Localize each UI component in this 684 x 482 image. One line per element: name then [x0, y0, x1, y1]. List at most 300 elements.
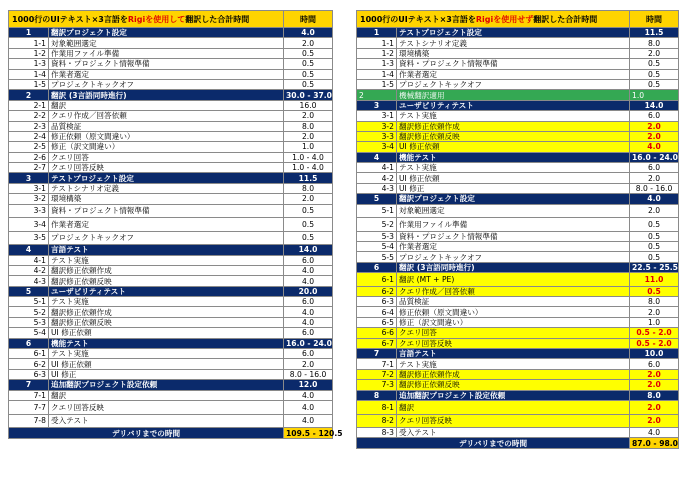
row-id: 1-4	[9, 69, 49, 79]
task-row	[9, 369, 333, 379]
row-label: 翻訳修正依頼反映	[49, 317, 284, 327]
row-id: 1-3	[9, 59, 49, 69]
task-row	[9, 390, 333, 400]
total-label: デリバリまでの時間	[357, 438, 630, 449]
task-row	[357, 142, 679, 152]
task-row	[357, 297, 679, 307]
row-time: 4.0	[630, 194, 679, 204]
row-id: 5-3	[357, 231, 397, 241]
row-id: 3-4	[357, 142, 397, 152]
row-time: 30.0 - 37.0	[284, 90, 333, 100]
section-row	[9, 90, 333, 100]
row-time: 11.5	[284, 173, 333, 183]
row-label: クエリ回答反映	[49, 163, 284, 173]
task-row	[9, 194, 333, 204]
row-time: 0.5	[630, 59, 679, 69]
row-id: 5-2	[9, 307, 49, 317]
row-id: 4-3	[9, 276, 49, 286]
row-id: 5-4	[9, 328, 49, 338]
row-id: 3-5	[9, 231, 49, 245]
total-label: デリバリまでの時間	[9, 428, 284, 439]
task-row	[357, 231, 679, 241]
row-label: テストプロジェクト設定	[397, 28, 630, 38]
row-label: 資料・プロジェクト情報準備	[397, 59, 630, 69]
row-label: 修正（訳文間違い）	[49, 142, 284, 152]
row-label: 翻訳修正依頼反映	[49, 276, 284, 286]
total-row	[357, 438, 679, 449]
row-id: 5-1	[9, 297, 49, 307]
row-id: 1-1	[357, 38, 397, 48]
row-label: クエリ作成／回答依頼	[49, 111, 284, 121]
row-time: 4.0	[284, 317, 333, 327]
task-row	[9, 69, 333, 79]
row-time: 1.0 - 4.0	[284, 163, 333, 173]
task-row	[357, 218, 679, 232]
row-id: 5-3	[9, 317, 49, 327]
row-time: 0.5	[284, 48, 333, 58]
row-label: クエリ回答	[397, 328, 630, 338]
row-label: 言語テスト	[49, 245, 284, 255]
row-id: 4	[357, 152, 397, 162]
row-id: 7-8	[9, 414, 49, 428]
row-time: 6.0	[630, 111, 679, 121]
row-time: 2.0	[284, 131, 333, 141]
row-id: 1-5	[357, 79, 397, 89]
left-title-part-2: 翻訳した合計時間	[185, 14, 250, 24]
row-label: テストシナリオ定義	[397, 38, 630, 48]
row-label: 環境構築	[397, 48, 630, 58]
row-id: 6-2	[357, 286, 397, 296]
left-table-title	[9, 11, 284, 28]
right-title-part-1: Rigiを使用せず	[475, 14, 534, 24]
row-time: 4.0	[284, 390, 333, 400]
row-label: UI 修正依頼	[49, 328, 284, 338]
row-label: 品質検証	[397, 297, 630, 307]
row-id: 7	[357, 349, 397, 359]
row-time: 2.0	[284, 194, 333, 204]
row-time: 0.5	[630, 79, 679, 89]
row-id: 6	[357, 262, 397, 272]
row-label: クエリ回答反映	[397, 338, 630, 348]
row-id: 6-3	[9, 369, 49, 379]
row-label: 資料・プロジェクト情報準備	[49, 59, 284, 69]
task-row	[357, 173, 679, 183]
task-row	[9, 131, 333, 141]
row-label: 作業者選定	[49, 218, 284, 232]
row-label: テスト実施	[397, 359, 630, 369]
row-id: 8-3	[357, 428, 397, 438]
row-id: 1-2	[357, 48, 397, 58]
task-row	[357, 204, 679, 218]
row-time: 2.0	[630, 204, 679, 218]
row-label: テスト実施	[397, 163, 630, 173]
task-row	[9, 231, 333, 245]
row-id: 4-3	[357, 183, 397, 193]
row-time: 0.5 - 2.0	[630, 328, 679, 338]
row-time: 4.0	[284, 276, 333, 286]
row-time: 4.0	[284, 401, 333, 415]
task-row	[357, 79, 679, 89]
row-label: 環境構築	[49, 194, 284, 204]
task-row	[9, 183, 333, 193]
row-id: 5-2	[357, 218, 397, 232]
row-id: 4-2	[9, 265, 49, 275]
row-time: 8.0	[630, 38, 679, 48]
row-label: 翻訳	[49, 390, 284, 400]
task-row	[9, 204, 333, 218]
row-label: テスト実施	[49, 255, 284, 265]
row-id: 7	[9, 380, 49, 390]
row-label: 対象範囲選定	[397, 204, 630, 218]
row-label: クエリ回答反映	[397, 414, 630, 428]
right-time-header: 時間	[630, 11, 679, 28]
row-id: 5-5	[357, 252, 397, 262]
row-time: 2.0	[630, 48, 679, 58]
section-row	[357, 152, 679, 162]
row-label: 翻訳 (MT + PE)	[397, 273, 630, 287]
row-id: 6-6	[357, 328, 397, 338]
task-row	[357, 369, 679, 379]
task-row	[9, 111, 333, 121]
row-time: 6.0	[630, 359, 679, 369]
task-row	[357, 38, 679, 48]
row-id: 3-2	[357, 121, 397, 131]
row-label: 翻訳修正依頼作成	[49, 265, 284, 275]
task-row	[357, 428, 679, 438]
row-label: 翻訳プロジェクト設定	[49, 28, 284, 38]
row-label: 資料・プロジェクト情報準備	[397, 231, 630, 241]
row-id: 1	[9, 28, 49, 38]
row-label: テスト実施	[397, 111, 630, 121]
row-time: 4.0	[284, 414, 333, 428]
row-id: 4	[9, 245, 49, 255]
row-id: 4-1	[357, 163, 397, 173]
row-time: 2.0	[284, 111, 333, 121]
left-title-part-0: 1000行のUIテキスト×3言語を	[12, 14, 128, 24]
row-time: 2.0	[284, 38, 333, 48]
row-time: 0.5	[630, 286, 679, 296]
row-label: テストプロジェクト設定	[49, 173, 284, 183]
task-row	[9, 121, 333, 131]
task-row	[9, 163, 333, 173]
row-id: 8-1	[357, 401, 397, 415]
row-time: 6.0	[284, 349, 333, 359]
row-label: 資料・プロジェクト情報準備	[49, 204, 284, 218]
row-label: 機能テスト	[49, 338, 284, 348]
task-row	[357, 338, 679, 348]
row-id: 6-1	[357, 273, 397, 287]
row-id: 2-4	[9, 131, 49, 141]
row-id: 2	[357, 90, 397, 100]
task-row	[357, 401, 679, 415]
row-time: 6.0	[630, 163, 679, 173]
row-time: 22.5 - 25.5	[630, 262, 679, 272]
row-label: 受入テスト	[49, 414, 284, 428]
task-row	[357, 380, 679, 390]
row-time: 8.0 - 16.0	[284, 369, 333, 379]
row-id: 6-5	[357, 317, 397, 327]
row-time: 6.0	[284, 328, 333, 338]
right-title-part-0: 1000行のUIテキスト×3言語を	[360, 14, 476, 24]
row-id: 2-1	[9, 100, 49, 110]
row-id: 8-2	[357, 414, 397, 428]
task-row	[9, 255, 333, 265]
row-label: UI 修正	[397, 183, 630, 193]
section-row	[357, 194, 679, 204]
row-id: 3-4	[9, 218, 49, 232]
row-id: 5	[9, 286, 49, 296]
row-time: 0.5	[630, 252, 679, 262]
task-row	[9, 48, 333, 58]
row-label: 翻訳修正依頼作成	[49, 307, 284, 317]
row-time: 16.0	[284, 100, 333, 110]
task-row	[357, 69, 679, 79]
row-id: 5-1	[357, 204, 397, 218]
row-id: 2-5	[9, 142, 49, 152]
row-id: 2-3	[9, 121, 49, 131]
row-id: 1-3	[357, 59, 397, 69]
row-time: 8.0	[284, 183, 333, 193]
row-label: 機能テスト	[397, 152, 630, 162]
task-row	[9, 59, 333, 69]
row-label: 作業者選定	[397, 242, 630, 252]
row-id: 7-1	[9, 390, 49, 400]
row-label: クエリ回答反映	[49, 401, 284, 415]
left-table-body	[9, 11, 343, 439]
row-id: 3	[357, 100, 397, 110]
row-label: UI 修正	[49, 369, 284, 379]
total-time: 87.0 - 98.0	[630, 438, 679, 449]
task-row	[357, 317, 679, 327]
left-title-row	[9, 11, 333, 28]
task-row	[9, 414, 333, 428]
row-id: 6-7	[357, 338, 397, 348]
task-row	[9, 359, 333, 369]
row-id: 5-4	[357, 242, 397, 252]
task-row	[357, 307, 679, 317]
section-row	[9, 380, 333, 390]
section-row	[9, 173, 333, 183]
row-id: 6-1	[9, 349, 49, 359]
row-id: 3-3	[357, 131, 397, 141]
row-label: 翻訳 (3言語同時進行)	[397, 262, 630, 272]
row-id: 7-1	[357, 359, 397, 369]
row-label: プロジェクトキックオフ	[397, 79, 630, 89]
row-time: 2.0	[630, 307, 679, 317]
left-title-part-1: Rigiを使用して	[127, 14, 186, 24]
row-label: クエリ回答	[49, 152, 284, 162]
row-time: 2.0	[630, 401, 679, 415]
row-time: 1.0 - 4.0	[284, 152, 333, 162]
row-time: 16.0 - 24.0	[630, 152, 679, 162]
row-id: 6	[9, 338, 49, 348]
row-label: 追加翻訳プロジェクト設定依頼	[49, 380, 284, 390]
row-label: 品質検証	[49, 121, 284, 131]
row-time: 1.0	[630, 90, 679, 100]
row-time: 0.5	[284, 69, 333, 79]
row-id: 3	[9, 173, 49, 183]
row-label: テスト実施	[49, 349, 284, 359]
task-row	[357, 286, 679, 296]
row-time: 0.5	[630, 218, 679, 232]
right-table-title	[357, 11, 630, 28]
row-id: 6-3	[357, 297, 397, 307]
task-row	[9, 297, 333, 307]
row-label: 翻訳修正依頼反映	[397, 380, 630, 390]
row-label: ユーザビリティテスト	[397, 100, 630, 110]
task-row	[9, 142, 333, 152]
row-id: 3-1	[357, 111, 397, 121]
task-row	[357, 242, 679, 252]
row-time: 8.0	[630, 297, 679, 307]
section-row	[357, 28, 679, 38]
row-time: 8.0	[284, 121, 333, 131]
row-label: 作業用ファイル準備	[49, 48, 284, 58]
row-label: 対象範囲選定	[49, 38, 284, 48]
task-row	[9, 100, 333, 110]
task-row	[9, 265, 333, 275]
row-id: 2-7	[9, 163, 49, 173]
row-label: 作業用ファイル準備	[397, 218, 630, 232]
row-time: 0.5	[630, 69, 679, 79]
row-time: 11.0	[630, 273, 679, 287]
total-row	[9, 428, 333, 439]
section-row	[357, 100, 679, 110]
task-row	[357, 163, 679, 173]
row-time: 0.5	[630, 231, 679, 241]
row-id: 1-2	[9, 48, 49, 58]
section-row	[357, 90, 679, 100]
task-row	[9, 328, 333, 338]
task-row	[9, 79, 333, 89]
row-time: 2.0	[630, 414, 679, 428]
task-row	[357, 328, 679, 338]
section-row	[9, 245, 333, 255]
row-id: 7-2	[357, 369, 397, 379]
task-row	[9, 317, 333, 327]
total-time: 109.5 - 120.5	[284, 428, 333, 439]
row-time: 14.0	[630, 100, 679, 110]
row-id: 1-1	[9, 38, 49, 48]
row-id: 5	[357, 194, 397, 204]
row-time: 8.0 - 16.0	[630, 183, 679, 193]
row-time: 1.0	[630, 317, 679, 327]
row-id: 2	[9, 90, 49, 100]
row-time: 16.0 - 24.0	[284, 338, 333, 348]
row-time: 4.0	[284, 307, 333, 317]
row-time: 4.0	[284, 28, 333, 38]
row-label: UI 修正依頼	[397, 173, 630, 183]
task-row	[9, 38, 333, 48]
row-id: 6-2	[9, 359, 49, 369]
row-time: 6.0	[284, 297, 333, 307]
row-label: テストシナリオ定義	[49, 183, 284, 193]
row-time: 0.5	[284, 231, 333, 245]
row-label: ユーザビリティテスト	[49, 286, 284, 296]
task-row	[357, 48, 679, 58]
row-time: 0.5	[284, 218, 333, 232]
row-label: 修正（訳文間違い）	[397, 317, 630, 327]
row-id: 4-2	[357, 173, 397, 183]
row-label: 翻訳修正依頼反映	[397, 131, 630, 141]
row-id: 7-3	[357, 380, 397, 390]
section-row	[357, 349, 679, 359]
task-row	[9, 401, 333, 415]
row-label: 翻訳	[397, 401, 630, 415]
section-row	[9, 286, 333, 296]
row-id: 8	[357, 390, 397, 400]
row-label: UI 修正依頼	[49, 359, 284, 369]
row-time: 2.0	[630, 131, 679, 141]
task-row	[9, 307, 333, 317]
task-row	[357, 131, 679, 141]
task-row	[9, 218, 333, 232]
row-label: プロジェクトキックオフ	[49, 231, 284, 245]
row-label: 機械翻訳適用	[397, 90, 630, 100]
row-id: 3-3	[9, 204, 49, 218]
right-table-body	[357, 11, 679, 449]
task-row	[357, 273, 679, 287]
row-time: 4.0	[630, 428, 679, 438]
row-time: 12.0	[284, 380, 333, 390]
row-label: 翻訳修正依頼作成	[397, 121, 630, 131]
row-time: 11.5	[630, 28, 679, 38]
row-label: 翻訳プロジェクト設定	[397, 194, 630, 204]
row-label: プロジェクトキックオフ	[49, 79, 284, 89]
right-title-row	[357, 11, 679, 28]
section-row	[357, 262, 679, 272]
row-time: 4.0	[284, 265, 333, 275]
row-label: 言語テスト	[397, 349, 630, 359]
right-title-part-2: 翻訳した合計時間	[533, 14, 598, 24]
row-id: 7-7	[9, 401, 49, 415]
task-row	[357, 59, 679, 69]
left-time-header: 時間	[284, 11, 333, 28]
row-label: 受入テスト	[397, 428, 630, 438]
row-label: 追加翻訳プロジェクト設定依頼	[397, 390, 630, 400]
section-row	[9, 28, 333, 38]
row-time: 2.0	[630, 380, 679, 390]
row-id: 1-4	[357, 69, 397, 79]
row-id: 1	[357, 28, 397, 38]
section-row	[357, 390, 679, 400]
row-id: 4-1	[9, 255, 49, 265]
row-time: 2.0	[630, 173, 679, 183]
task-row	[357, 111, 679, 121]
row-label: クエリ作成／回答依頼	[397, 286, 630, 296]
task-row	[357, 414, 679, 428]
row-label: テスト実施	[49, 297, 284, 307]
task-row	[9, 152, 333, 162]
task-row	[357, 359, 679, 369]
row-id: 1-5	[9, 79, 49, 89]
row-label: 翻訳 (3言語同時進行)	[49, 90, 284, 100]
row-id: 2-6	[9, 152, 49, 162]
row-time: 10.0	[630, 349, 679, 359]
row-time: 1.0	[284, 142, 333, 152]
row-id: 3-2	[9, 194, 49, 204]
row-label: 翻訳修正依頼作成	[397, 369, 630, 379]
left-comparison-table	[8, 10, 343, 439]
row-label: 作業者選定	[397, 69, 630, 79]
row-label: 翻訳	[49, 100, 284, 110]
row-label: 作業者選定	[49, 69, 284, 79]
row-time: 0.5 - 2.0	[630, 338, 679, 348]
row-time: 8.0	[630, 390, 679, 400]
section-row	[9, 338, 333, 348]
task-row	[9, 276, 333, 286]
row-label: プロジェクトキックオフ	[397, 252, 630, 262]
